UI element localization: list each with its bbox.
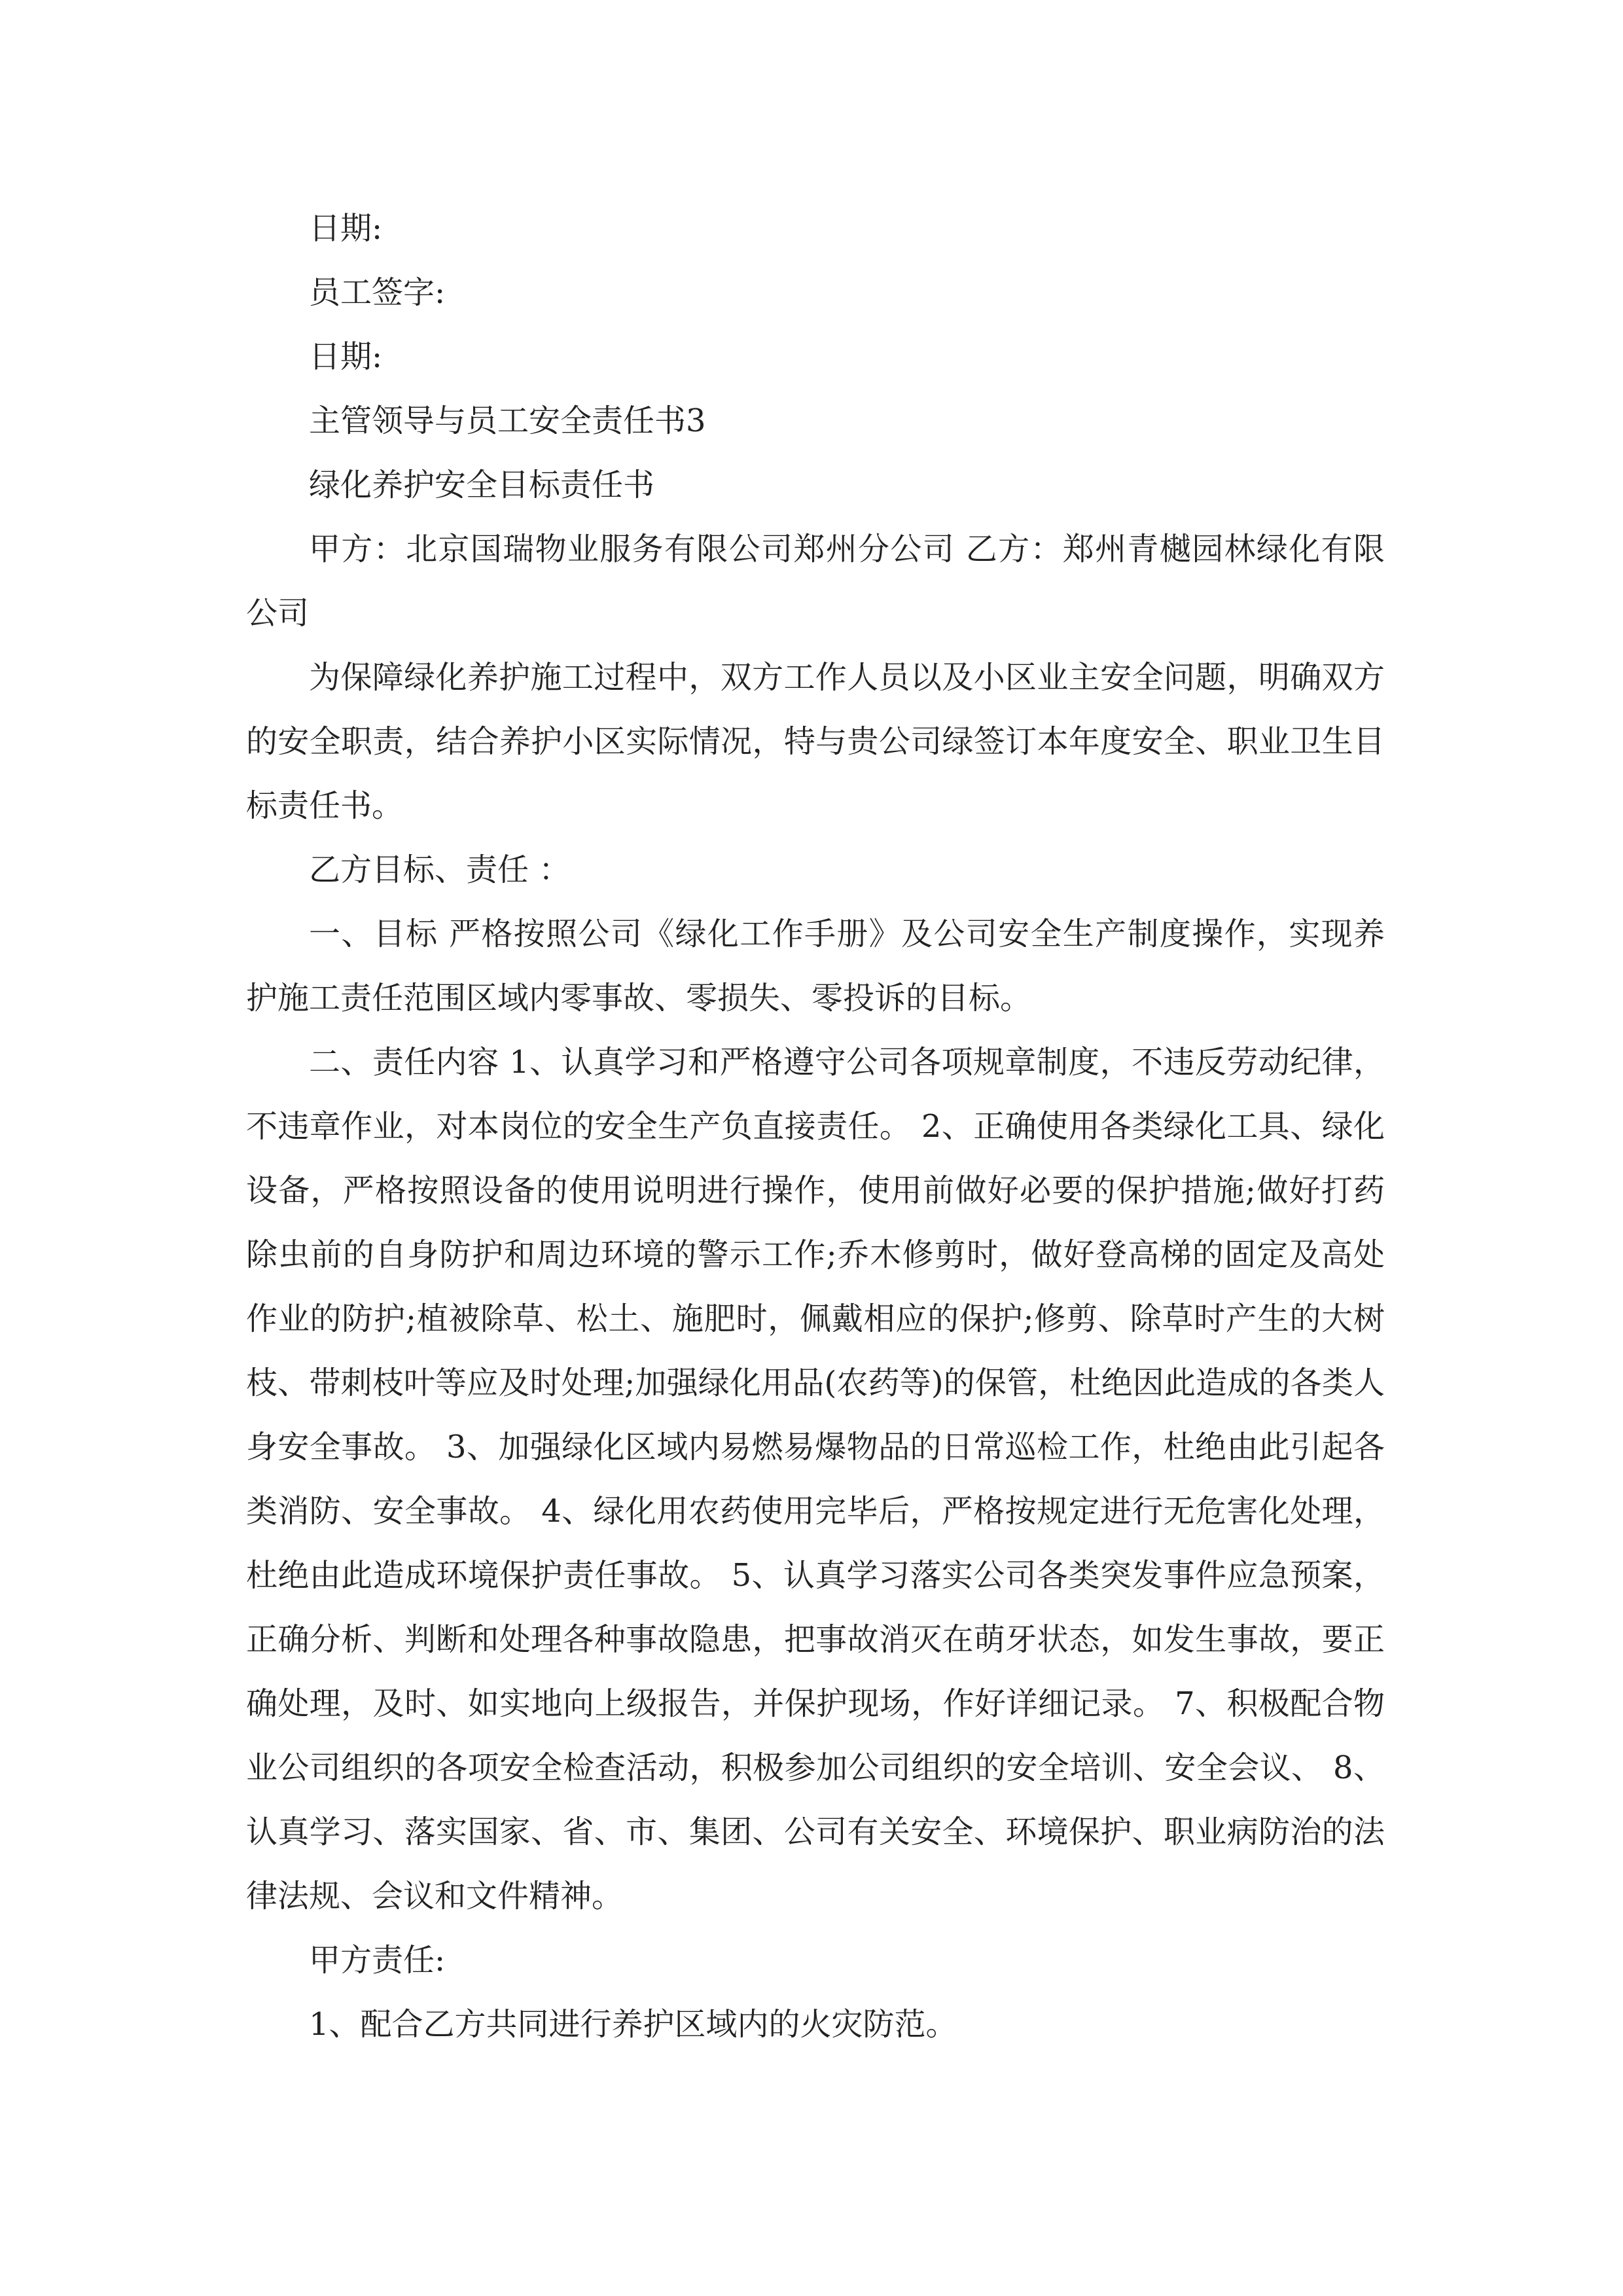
party-a-item-1: 1、配合乙方共同进行养护区域内的火灾防范。 <box>309 2006 957 2043</box>
purpose-paragraph: 为保障绿化养护施工过程中，双方工作人员以及小区业主安全问题，明确双方的安全职责，结合养护小区实际情况，特与贵公司绿签订本年度安全、职业卫生目标责任书。 <box>246 659 1385 824</box>
section-title: 主管领导与员工安全责任书3 <box>309 403 706 439</box>
party-a-heading: 甲方责任: <box>309 1942 446 1979</box>
document-title: 绿化养护安全目标责任书 <box>309 467 655 503</box>
responsibilities-paragraph: 二、责任内容 1、认真学习和严格遵守公司各项规章制度，不违反劳动纪律，不违章作业，对本岗位的安全生产负直接责任。 2、正确使用各类绿化工具、绿化设备，严格按照设备的使用说明进行操作，使用前做好必要的保护措施;做好打药除虫前的自身防护和周边环境的警示工作;乔木修剪时，做好登高梯的固定及高处作业的防护;植被除草、松土、施肥时，佩戴相应的保护;修剪、除草时产生的大树枝、带刺枝叶等应及时处理;加强绿化用品(农药等)的保管，杜绝因此造成的各类人身安全事故。 3、加强绿化区域内易燃易爆物品的日常巡检工作，杜绝由此引起各类消防、安全事故。 4、绿化用农药使用完毕后，严格按规定进行无危害化处理，杜绝由此造成环境保护责任事故。 5、认真学习落实公司各类突发事件应急预案，正确分析、判断和处理各种事故隐患，把事故消灭在萌牙状态，如发生事故，要正确处理，及时、如实地向上级报告，并保护现场，作好详细记录。 7、积极配合物业公司组织的各项安全检查活动，积极参加公司组织的安全培训、安全会议、 8、认真学习、落实国家、省、市、集团、公司有关安全、环境保护、职业病防治的法律法规、会议和文件精神。 <box>246 1044 1385 1914</box>
document-body <box>246 196 1385 2056</box>
party-b-heading: 乙方目标、责任 ： <box>309 852 571 888</box>
date-line-2: 日期: <box>309 338 383 375</box>
date-line-1: 日期: <box>309 210 383 247</box>
parties-paragraph: 甲方：北京国瑞物业服务有限公司郑州分公司 乙方：郑州青樾园林绿化有限公司 <box>246 531 1385 632</box>
employee-signature-line: 员工签字: <box>309 274 446 311</box>
objective-paragraph: 一、目标 严格按照公司《绿化工作手册》及公司安全生产制度操作，实现养护施工责任范围区域内零事故、零损失、零投诉的目标。 <box>246 916 1385 1016</box>
